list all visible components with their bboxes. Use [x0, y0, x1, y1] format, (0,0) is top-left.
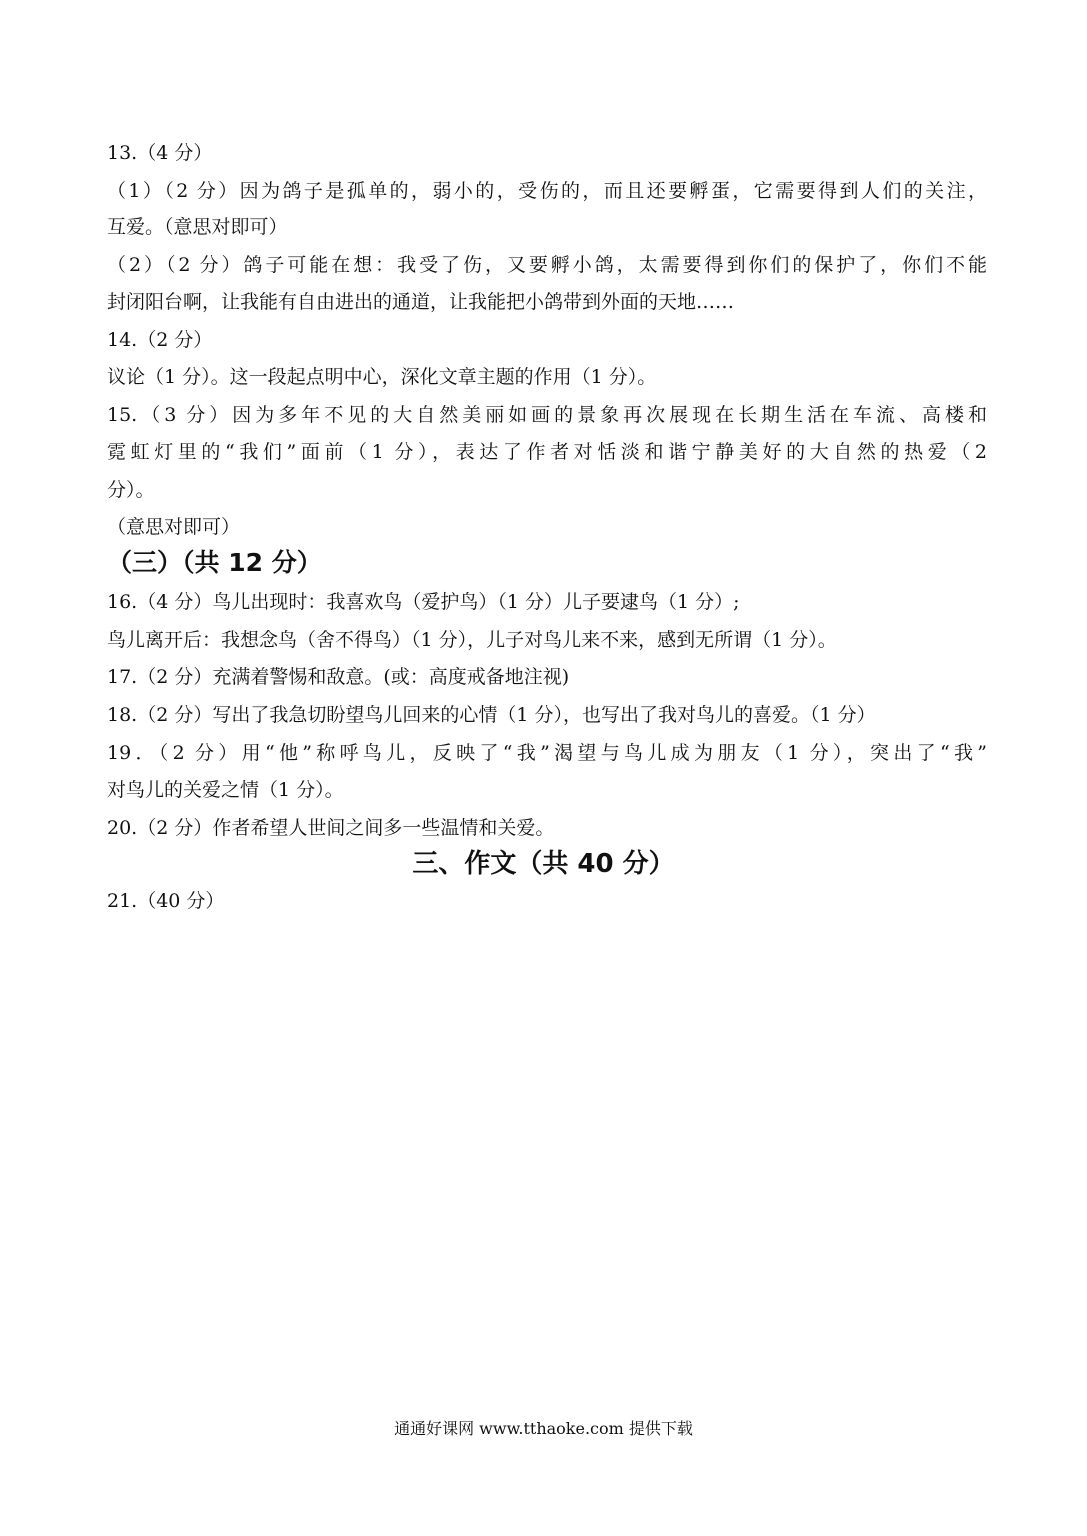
q19-line2: 对鸟儿的关爱之情（1 分）。	[107, 779, 344, 801]
composition-heading: 三、作文（共 40 分）	[412, 849, 675, 879]
q15-line3: 分）。	[107, 479, 155, 501]
q16-line1: 16.（4 分）鸟儿出现时：我喜欢鸟（爱护鸟）（1 分）儿子要逮鸟（1 分）;	[107, 591, 740, 613]
q13-part2-line1: （2）（2 分）鸽子可能在想：我受了伤，又要孵小鸽，太需要得到你们的保护了，你们不能	[107, 254, 987, 276]
q21-header: 21.（40 分）	[107, 890, 225, 912]
q13-header: 13.（4 分）	[107, 142, 213, 164]
section3-heading: （三）（共 12 分）	[107, 548, 322, 577]
q20-answer: 20.（2 分）作者希望人世间之间多一些温情和关爱。	[107, 817, 555, 839]
q14-answer: 议论（1 分）。这一段起点明中心，深化文章主题的作用（1 分）。	[107, 366, 657, 388]
q15-line2: 霓虹灯里的“我们”面前（1 分），表达了作者对恬淡和谐宁静美好的大自然的热爱（2	[107, 441, 987, 463]
q19-line1: 19．（2 分）用“他”称呼鸟儿，反映了“我”渴望与鸟儿成为朋友（1 分），突出了“我”	[107, 742, 987, 764]
q16-line2: 鸟儿离开后：我想念鸟（舍不得鸟）（1 分），儿子对鸟儿来不来，感到无所谓（1 分）。	[107, 629, 837, 651]
q13-part1-line1: （1）（2 分）因为鸽子是孤单的，弱小的，受伤的，而且还要孵蛋，它需要得到人们的关注，	[107, 180, 987, 202]
q14-header: 14.（2 分）	[107, 329, 213, 351]
q13-part2-line2: 封闭阳台啊，让我能有自由进出的通道，让我能把小鸽带到外面的天地……	[107, 291, 735, 313]
q18-answer: 18.（2 分）写出了我急切盼望鸟儿回来的心情（1 分），也写出了我对鸟儿的喜爱。（1 分）	[107, 704, 876, 726]
footer-download-note: 通通好课网 www.tthaoke.com 提供下载	[394, 1419, 693, 1438]
q13-part1-line2: 互爱。（意思对即可）	[107, 216, 288, 238]
q15-line1: 15.（3 分）因为多年不见的大自然美丽如画的景象再次展现在长期生活在车流、高楼和	[107, 404, 987, 426]
q15-note: （意思对即可）	[107, 516, 241, 538]
q17-answer: 17.（2 分）充满着警惕和敌意。(或：高度戒备地注视)	[107, 666, 570, 688]
